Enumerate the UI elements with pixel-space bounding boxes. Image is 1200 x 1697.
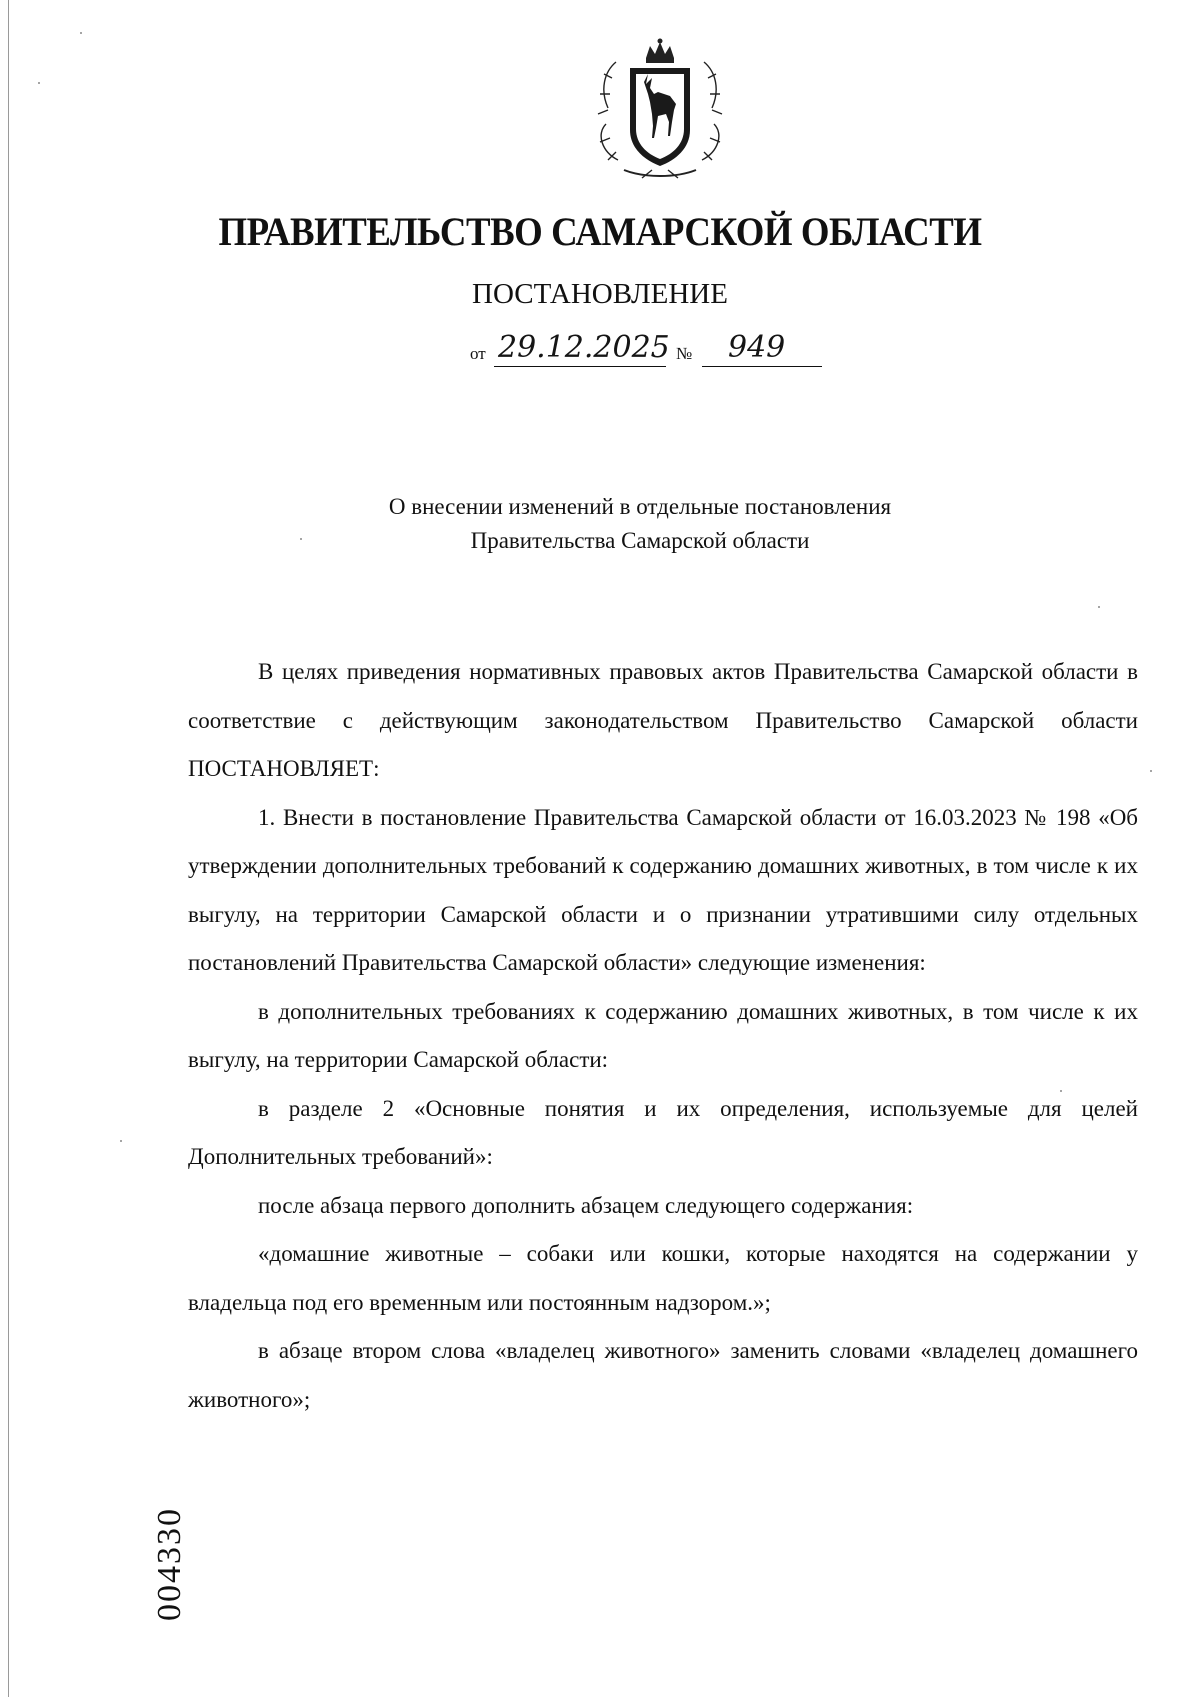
- handwritten-date: 29.12.2025: [498, 330, 670, 365]
- document-type: ПОСТАНОВЛЕНИЕ: [472, 278, 728, 310]
- body-paragraph: «домашние животные – собаки или кошки, которые находятся на содержании у владельца под его временным или постоянным надзором.»;: [188, 1241, 1138, 1315]
- document-body: [188, 648, 1138, 1424]
- body-paragraph: в дополнительных требованиях к содержанию домашних животных, в том числе к их выгулу, на территории Самарской области:: [188, 998, 1138, 1072]
- scan-speck: [80, 32, 82, 34]
- subject-line-1: О внесении изменений в отдельные постановления: [388, 494, 892, 519]
- serial-number: 004330: [151, 1507, 188, 1621]
- body-paragraph: после абзаца первого дополнить абзацем следующего содержания:: [258, 1192, 914, 1218]
- scan-speck: [1060, 1090, 1062, 1092]
- scan-speck: [1098, 606, 1100, 608]
- date-underline: [494, 366, 666, 367]
- number-underline: [702, 366, 822, 367]
- scan-speck: [300, 538, 302, 540]
- date-number-line: [470, 330, 870, 370]
- preamble-paragraph: В целях приведения нормативных правовых актов Правительства Самарской области в соответствие с действующим законодательством Правительство Самарской области ПОСТАНОВЛЯЕТ:: [188, 659, 1138, 781]
- body-paragraph: в абзаце втором слова «владелец животного» заменить словами «владелец домашнего животного»;: [188, 1338, 1138, 1412]
- clause-1-paragraph: 1. Внести в постановление Правительства Самарской области от 16.03.2023 № 198 «Об утверждении дополнительных требований к содержанию домашних животных, в том числе к их выгулу, на территории Самарской области и о признании утратившими силу отдельных постановлений Правительства Самарской области» следующие изменения:: [188, 804, 1138, 975]
- number-prefix: №: [676, 344, 693, 363]
- subject-line-2: Правительства Самарской области: [470, 528, 810, 553]
- document-subject: [0, 490, 1200, 558]
- scan-speck: [120, 1140, 122, 1142]
- government-title: ПРАВИТЕЛЬСТВО САМАРСКОЙ ОБЛАСТИ: [218, 209, 982, 254]
- handwritten-number: 949: [728, 330, 786, 365]
- scan-speck: [1150, 770, 1152, 772]
- coat-of-arms-emblem: [594, 38, 726, 180]
- date-prefix: от: [470, 344, 486, 363]
- body-paragraph: в разделе 2 «Основные понятия и их определения, используемые для целей Дополнительных требований»:: [188, 1095, 1138, 1169]
- scan-speck: [38, 82, 40, 84]
- scan-edge-line: [8, 0, 9, 1697]
